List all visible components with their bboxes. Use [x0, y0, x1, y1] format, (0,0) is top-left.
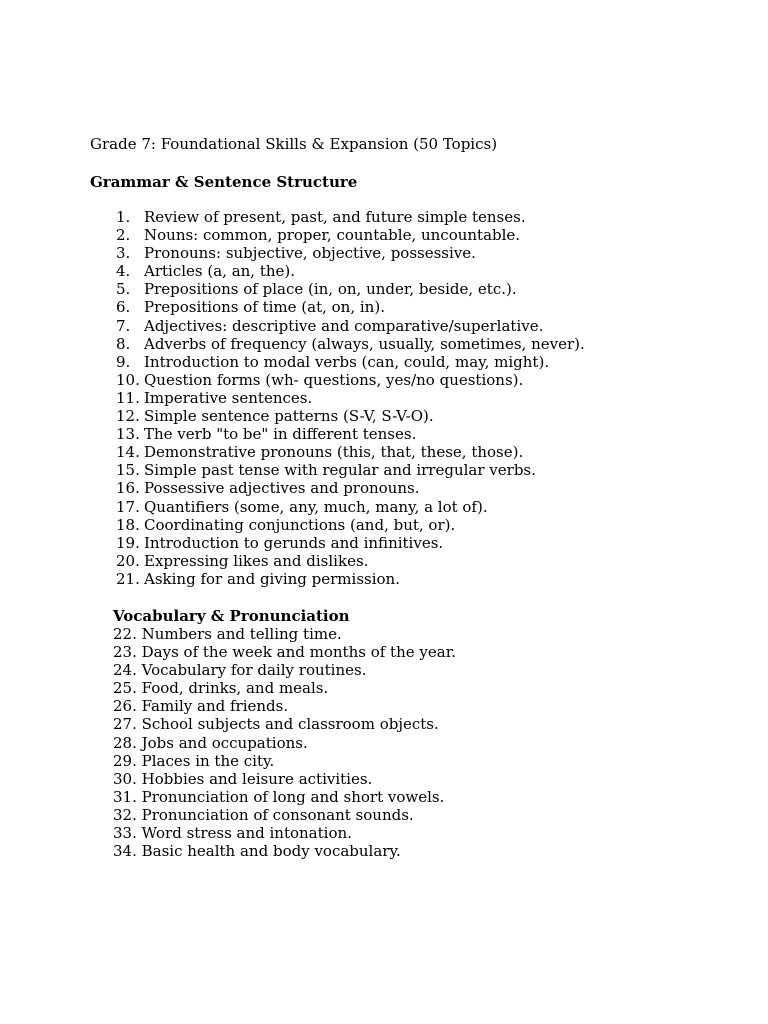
list-item: 22. Numbers and telling time.: [113, 625, 342, 643]
list-item-text: Question forms (wh- questions, yes/no questions).: [144, 370, 524, 389]
list-item: 32. Pronunciation of consonant sounds.: [113, 805, 414, 824]
list-item-text: Demonstrative pronouns (this, that, these, those).: [144, 443, 524, 462]
list-item: 24. Vocabulary for daily routines.: [113, 661, 367, 680]
list-item-number: 13.: [116, 425, 140, 444]
list-item-text: Prepositions of place (in, on, under, beside, etc.).: [144, 280, 517, 299]
list-item-text: Coordinating conjunctions (and, but, or).: [144, 515, 456, 534]
list-item-text: The verb "to be" in different tenses.: [144, 425, 417, 444]
list-item-text: Asking for and giving permission.: [144, 569, 400, 588]
list-item-number: 8.: [116, 334, 131, 353]
list-item: 28. Jobs and occupations.: [113, 733, 308, 752]
list-item-number: 2.: [116, 226, 131, 245]
list-item-number: 19.: [116, 533, 140, 552]
list-item-number: 12.: [116, 407, 140, 426]
list-item-text: Possessive adjectives and pronouns.: [144, 479, 420, 498]
list-item-number: 3.: [116, 244, 131, 263]
grammar-section-heading: Grammar & Sentence Structure: [90, 173, 358, 191]
list-item-text: Imperative sentences.: [144, 388, 313, 407]
list-item-text: Introduction to gerunds and infinitives.: [144, 533, 444, 552]
list-item-number: 11.: [116, 388, 140, 407]
list-item-number: 20.: [116, 551, 140, 570]
list-item: 27. School subjects and classroom objects.: [113, 715, 439, 734]
list-item-number: 1.: [116, 208, 131, 226]
list-item-number: 21.: [116, 569, 140, 588]
list-item-number: 17.: [116, 497, 140, 516]
list-item-text: Adjectives: descriptive and comparative/superlative.: [144, 316, 544, 335]
list-item: 29. Places in the city.: [113, 751, 275, 770]
vocabulary-topic-list: [113, 625, 456, 860]
list-item-text: Introduction to modal verbs (can, could, may, might).: [144, 352, 550, 371]
list-item-number: 6.: [116, 298, 131, 317]
vocabulary-section-heading: Vocabulary & Pronunciation: [113, 607, 350, 625]
list-item-text: Adverbs of frequency (always, usually, sometimes, never).: [144, 334, 585, 353]
list-item-text: Nouns: common, proper, countable, uncountable.: [144, 226, 521, 245]
document-title: Grade 7: Foundational Skills & Expansion (50 Topics): [90, 135, 498, 153]
list-item-text: Prepositions of time (at, on, in).: [144, 298, 385, 317]
list-item-text: Quantifiers (some, any, much, many, a lot of).: [144, 497, 488, 516]
list-item-text: Expressing likes and dislikes.: [144, 551, 369, 570]
list-item: 23. Days of the week and months of the year.: [113, 643, 456, 662]
list-item-text: Pronouns: subjective, objective, possessive.: [144, 244, 476, 263]
list-item: 34. Basic health and body vocabulary.: [113, 842, 401, 861]
list-item-number: 5.: [116, 280, 131, 299]
list-item-number: 4.: [116, 262, 131, 281]
list-item-number: 7.: [116, 316, 131, 335]
list-item: 30. Hobbies and leisure activities.: [113, 769, 373, 788]
list-item: 31. Pronunciation of long and short vowels.: [113, 787, 445, 806]
list-item: 33. Word stress and intonation.: [113, 824, 352, 843]
list-item-text: Simple sentence patterns (S-V, S-V-O).: [144, 407, 434, 426]
list-item: 25. Food, drinks, and meals.: [113, 679, 329, 698]
list-item-number: 15.: [116, 461, 140, 480]
list-item-text: Simple past tense with regular and irregular verbs.: [144, 461, 536, 480]
list-item-number: 18.: [116, 515, 140, 534]
list-item: 26. Family and friends.: [113, 697, 289, 716]
list-item-number: 9.: [116, 352, 131, 371]
list-item-number: 10.: [116, 370, 140, 389]
list-item-number: 16.: [116, 479, 140, 498]
list-item-text: Review of present, past, and future simple tenses.: [144, 208, 526, 226]
list-item-text: Articles (a, an, the).: [144, 262, 296, 281]
list-item-number: 14.: [116, 443, 140, 462]
